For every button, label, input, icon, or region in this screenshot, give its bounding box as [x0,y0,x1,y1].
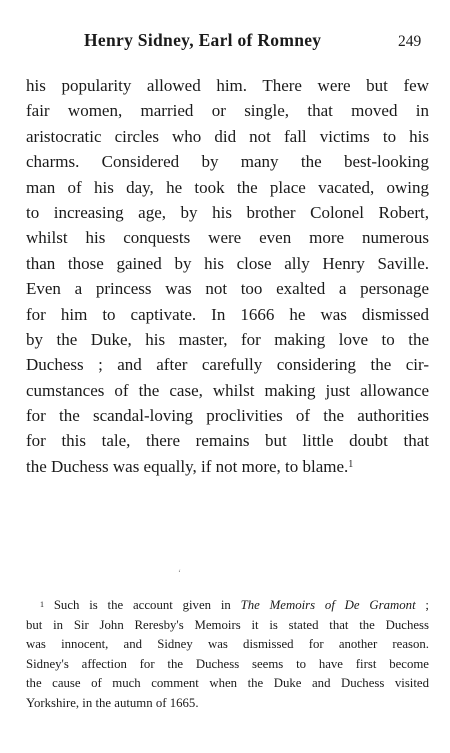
body-line: Even a princess was not too exalted a personage [26,279,429,299]
footnote-line: was innocent, and Sidney was dismissed for another reason. [26,637,429,652]
body-line: for the scandal-loving proclivities of the authorities [26,406,429,426]
body-line: than those gained by his close ally Henry Saville. [26,253,429,273]
footnote-line: Sidney's affection for the Duchess seems to have first become [26,656,429,671]
footnote-reference: 1 [348,458,354,470]
body-line-text: the Duchess was equally, if not more, to blame. [26,456,349,476]
footnote-line: Yorkshire, in the autumn of 1665. [26,695,199,710]
body-line: by the Duke, his master, for making love to the [26,329,429,349]
footnote-marker: 1 [40,600,44,609]
footnote-text: ; [415,598,429,612]
body-line: his popularity allowed him. There were but few [26,76,429,95]
body-line: Duchess ; and after carefully considering the cir- [26,355,429,375]
body-line: aristocratic circles who did not fall victims to his [26,126,429,146]
page-number: 249 [398,33,422,50]
body-line-last [26,454,429,479]
body-text [26,73,429,479]
footnote-book-title: The Memoirs of De Gramont [240,598,416,612]
body-line: for this tale, there remains but little doubt that [26,431,429,451]
body-line: fair women, married or single, that moved in [26,101,429,121]
body-line: cumstances of the case, whilst making just allowance [26,380,429,400]
footnote-line [26,596,429,616]
footnote-text: Such is the account given in [53,598,241,612]
footnote [26,596,429,714]
body-line: charms. Considered by many the best-looking [26,152,429,172]
body-line: to increasing age, by his brother Colonel Robert, [26,202,429,222]
running-title: Henry Sidney, Earl of Romney [84,30,322,50]
body-line: whilst his conquests were even more numerous [26,228,429,248]
body-line: for him to captivate. In 1666 he was dismissed [26,304,429,324]
footnote-line: the cause of much comment when the Duke and Duchess visited [26,676,429,691]
body-line: man of his day, he took the place vacated, owing [26,177,429,197]
footnote-line: but in Sir John Reresby's Memoirs it is stated that the Duchess [26,617,429,632]
print-speck: ‘ [178,568,181,578]
